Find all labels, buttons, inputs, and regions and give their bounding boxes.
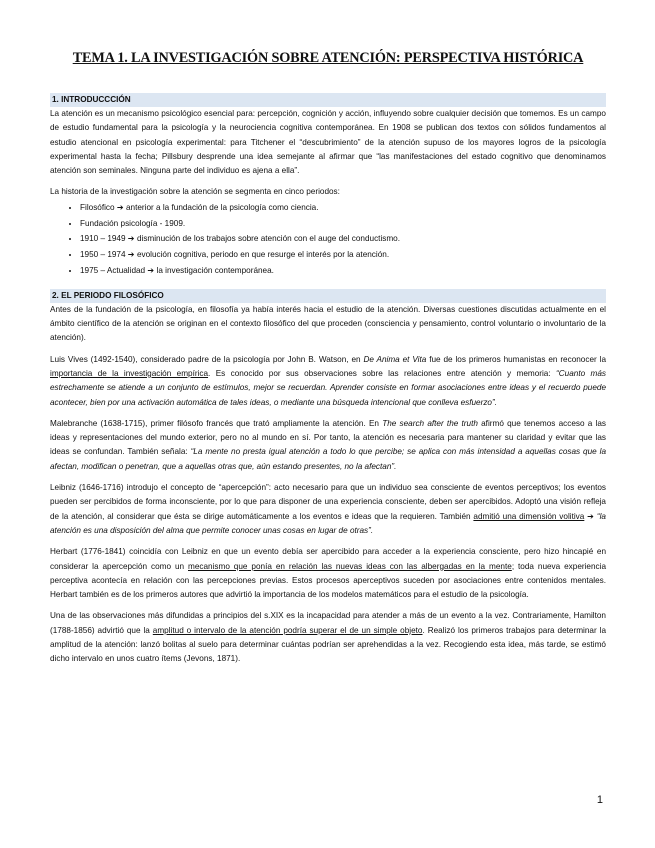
list-item: • 1975 – Actualidad ➔ la investigación contemporánea. (80, 263, 606, 279)
periods-list (50, 200, 606, 279)
quote: “La mente no presta igual atención a todo lo que percibe; se aplica con más intensidad a aquellas cosas que la afectan, modifican o penetran, que a aquellas otras que, aún estando presentes, no la afectan”. (50, 447, 606, 471)
section-heading-introduccion: 1. INTRODUCCCIÓN (50, 93, 606, 107)
text-run: Malebranche (1638-1715), primer filósofo francés que trató ampliamente la atención. En (50, 418, 383, 428)
leibniz-paragraph (50, 481, 606, 538)
list-item: • 1910 – 1949 ➔ disminución de los trabajos sobre atención con el auge del conductismo. (80, 231, 606, 247)
list-item: • Fundación psicología - 1909. (80, 216, 606, 232)
document-page (50, 50, 606, 674)
herbart-paragraph (50, 545, 606, 602)
list-item: • Filosófico ➔ anterior a la fundación de la psicología como ciencia. (80, 200, 606, 216)
text-run: . Realizó los primeros trabajos para determinar la amplitud de la atención: lanzó bolitas al suelo para determinar cuántas podrían ser aprehendidas a la vez. Recogiendo esta idea, más tarde, se estimó dicho intervalo en unos cuatro ítems (Jevons, 1871). (50, 625, 606, 664)
list-item: • 1950 – 1974 ➔ evolución cognitiva, periodo en que resurge el interés por la atención. (80, 247, 606, 263)
vives-paragraph (50, 353, 606, 410)
text-run: fue de los primeros humanistas en reconocer la (426, 354, 607, 364)
underlined-phrase: admitió una dimensión volitiva (473, 511, 585, 521)
underlined-phrase: importancia de la investigación empírica (50, 368, 209, 378)
book-title: The search after the truth (382, 418, 478, 428)
section-heading-periodo-filosofico: 2. EL PERIODO FILOSÓFICO (50, 289, 606, 303)
text-run: Luis Vives (1492-1540), considerado padre de la psicología por John B. Watson, en (50, 354, 364, 364)
text-run: Herbart (1776-1841) coincidía con Leibniz en que un evento debía ser apercibido para acceder a la experiencia consciente, pero hizo hincapié en considerar la apercepción como un (50, 547, 606, 571)
page-number: 1 (596, 794, 603, 806)
malebranche-paragraph (50, 417, 606, 474)
underlined-phrase: mecanismo que ponía en relación las nuevas ideas con las albergadas en la mente (188, 561, 512, 571)
text-run: ➔ (584, 511, 597, 521)
text-run: ; toda nueva experiencia perceptiva acontecía en relación con las percepciones previas. Estos procesos aperceptivos suceden por asociaciones entre contenidos mentales. Herbart también es de los primeros autores que advirtió la importancia de los modelos matemáticos para el estudio de la psicología. (50, 561, 607, 600)
quote: “la atención es una disposición del alma que permite conocer unas cosas en lugar de otras”. (50, 511, 606, 535)
text-run: afirmó que tenemos acceso a las ideas y representaciones del mundo exterior, pero no al mundo en sí. Por tanto, la atención es necesaria para mantener su claridad y evitar que las ideas se confundan. También señala: (50, 418, 607, 457)
text-run: . Es conocido por sus observaciones sobre las relaciones entre atención y memoria: (208, 368, 557, 378)
hamilton-paragraph (50, 609, 606, 666)
philosophical-intro: Antes de la fundación de la psicología, en filosofía ya había interés hacia el estudio de la atención. Diversas cuestiones discutidas actualmente en el ámbito científico de la atención se originan en el contexto filosófico del que proceden (consciencia y pensamiento, control voluntario o involuntario de la atención). (50, 304, 606, 343)
intro-paragraph: La atención es un mecanismo psicológico esencial para: percepción, cognición y acción, influyendo sobre cualquier decisión que tomemos. Es un campo de estudio fundamental para la psicología y la neurociencia cognitiva contemporánea. En 1908 se publican dos textos con sólidos fundamentos al estudio atencional en psicología experimental: para Titchener el “descubrimiento” de la atención supuso de los mayores logros de la psicología experimental hasta la fecha; Pillsbury desprende una idea semejante al afirmar que “las manifestaciones del estado cognitivo que denominamos atención son seminales. Ninguna parte del individuo es ajena a ella”. (50, 109, 606, 176)
book-title: De Anima et Vita (363, 354, 427, 364)
text-run: Una de las observaciones más difundidas a principios del s.XIX es la incapacidad para atender a más de un evento a la vez. Contrariamente, Hamilton (1788-1856) advirtió que la (50, 611, 606, 635)
periods-lead: La historia de la investigación sobre la atención se segmenta en cinco periodos: (50, 187, 340, 197)
quote: “Cuanto más estrechamente se atiende a un conjunto de estímulos, mejor se recuerdan. Aprender consiste en formar asociaciones entre ideas y el recuerdo puede acontecer, bien por una activación automática de tales ideas, o mediante una búsqueda intencional que conlleva esfuerzo”. (50, 368, 606, 407)
underlined-phrase: amplitud o intervalo de la atención podría superar el de un simple objeto (152, 625, 423, 635)
text-run: Leibniz (1646-1716) introdujo el concepto de “apercepción”: acto necesario para que un individuo sea consciente de eventos perceptivos; los eventos pueden ser percibidos de forma inconsciente, por lo que para disponer de una experiencia consciente, deben ser apercibidos. Adoptó una visión refleja de la atención, al considerar que ésta se dirige automáticamente a los eventos e ideas que la requieren. También (50, 483, 606, 521)
document-title: TEMA 1. LA INVESTIGACIÓN SOBRE ATENCIÓN: PERSPECTIVA HISTÓRICA (72, 50, 584, 66)
